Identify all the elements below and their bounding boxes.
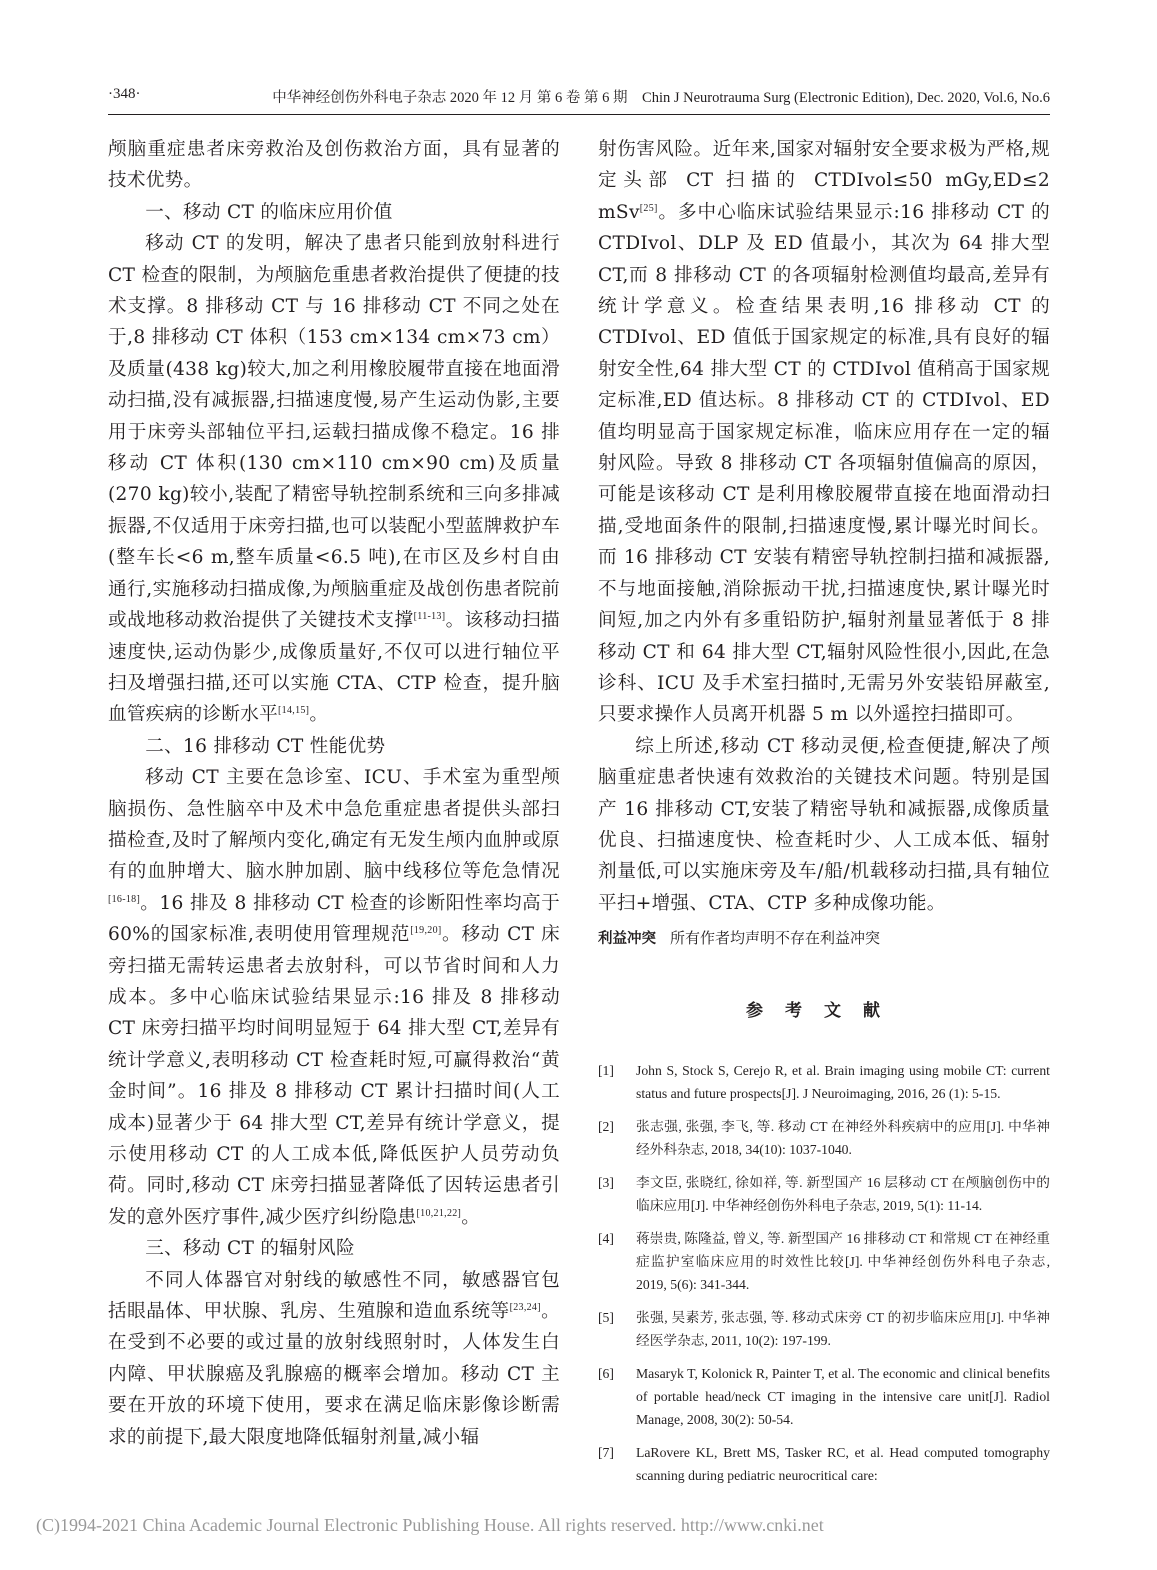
page-number: ·348·: [108, 86, 141, 102]
paragraph-performance: 移动 CT 主要在急诊室、ICU、手术室为重型颅脑损伤、急性脑卒中及术中急危重症患者提供头部扫描检查,及时了解颅内变化,确定有无发生颅内血肿或原有的血肿增大、脑水肿加剧、脑中线移位等危急情况[16-18]。16 排及 8 排移动 CT 检查的诊断阳性率均高于 60%的国家标准,表明使用管理规范[19,20]。移动 CT 床旁扫描无需转运患者去放射科，可以节省时间和人力成本。多中心临床试验结果显示:16 排及 8 排移动 CT 床旁扫描平均时间明显短于 64 排大型 CT,差异有统计学意义,表明移动 CT 检查耗时短,可赢得救治“黄金时间”。16 排及 8 排移动 CT 累计扫描时间(人工成本)显著少于 64 排大型 CT,差异有统计学意义，提示使用移动 CT 的人工成本低,降低医护人员劳动负荷。同时,移动 CT 床旁扫描显著降低了因转运患者引发的意外医疗事件,减少医疗纠纷隐患[10,21,22]。: [108, 767, 560, 1228]
paragraph-conclusion: 综上所述,移动 CT 移动灵便,检查便捷,解决了颅脑重症患者快速有效救治的关键技术问题。特别是国产 16 排移动 CT,安装了精密导轨和减振器,成像质量优良、扫描速度快、检查耗时少、人工成本低、辐射剂量低,可以实施床旁及车/船/机载移动扫描,具有轴位平扫+增强、CTA、CTP 多种成像功能。: [598, 735, 1050, 914]
coi-text: 所有作者均声明不存在利益冲突: [670, 929, 881, 948]
references-title: 参考文献: [746, 1001, 902, 1022]
right-column: [598, 134, 1050, 1497]
citation[interactable]: [14,15]: [278, 705, 310, 717]
reference-item: [2] 张志强, 张强, 李飞, 等. 移动 CT 在神经外科疾病中的应用[J]. 中华神经外科杂志, 2018, 34(10): 1037-1040.: [598, 1119, 1050, 1158]
reference-item: [5] 张强, 吴素芳, 张志强, 等. 移动式床旁 CT 的初步临床应用[J]. 中华神经医学杂志, 2011, 10(2): 197-199.: [598, 1310, 1050, 1349]
citation[interactable]: [19,20]: [410, 924, 442, 936]
section-heading-2: 二、16 排移动 CT 性能优势: [145, 735, 386, 757]
left-column: [108, 134, 560, 1453]
citation[interactable]: [25]: [639, 202, 658, 214]
citation[interactable]: [11-13]: [413, 610, 446, 622]
coi-label: 利益冲突: [598, 931, 656, 948]
paragraph-radiation: 不同人体器官对射线的敏感性不同，敏感器官包括眼晶体、甲状腺、乳房、生殖腺和造血系统等[23,24]。在受到不必要的或过量的放射线照射时，人体发生白内障、甲状腺癌及乳腺癌的概率会增加。移动 CT 主要在开放的环境下使用，要求在满足临床影像诊断需求的前提下,最大限度地降低辐射剂量,减小辐: [108, 1269, 560, 1448]
paragraph-clinical-value: 移动 CT 的发明，解决了患者只能到放射科进行 CT 检查的限制，为颅脑危重患者救治提供了便捷的技术支撑。8 排移动 CT 与 16 排移动 CT 不同之处在于,8 排移动 CT 体积（153 cm×134 cm×73 cm）及质量(438 kg)较大,加之利用橡胶履带直接在地面滑动扫描,没有减振器,扫描速度慢,易产生运动伪影,主要用于床旁头部轴位平扫,运载扫描成像不稳定。16 排移动 CT 体积(130 cm×110 cm×90 cm)及质量(270 kg)较小,装配了精密导轨控制系统和三向多排减振器,不仅适用于床旁扫描,也可以装配小型蓝牌救护车(整车长<6 m,整车质量<6.5 吨),在市区及乡村自由通行,实施移动扫描成像,为颅脑重症及战创伤患者院前或战地移动救治提供了关键技术支撑[11-13]。该移动扫描速度快,运动伪影少,成像质量好,不仅可以进行轴位平扫及增强扫描,还可以实施 CTA、CTP 检查，提升脑血管疾病的诊断水平[14,15]。: [108, 233, 560, 726]
citation[interactable]: [23,24]: [509, 1301, 541, 1313]
reference-item: [6] Masaryk T, Kolonick R, Painter T, et al. The economic and clinical benefits of portable head/neck CT imaging in the intensive care unit[J]. Radiol Manage, 2008, 30(2): 50-54.: [598, 1366, 1050, 1428]
journal-citation: 中华神经创伤外科电子杂志 2020 年 12 月 第 6 卷 第 6 期 Chin J Neurotrauma Surg (Electronic Edition), Dec. 2020, Vol.6, No.6: [272, 90, 1050, 106]
section-heading-3: 三、移动 CT 的辐射风险: [145, 1238, 355, 1260]
citation[interactable]: [10,21,22]: [416, 1207, 462, 1219]
reference-item: [4] 蒋崇贵, 陈隆益, 曾义, 等. 新型国产 16 排移动 CT 和常规 CT 在神经重症监护室临床应用的时效性比较[J]. 中华神经创伤外科电子杂志, 2019, 5(6): 341-344.: [598, 1231, 1050, 1293]
header-rule: [108, 114, 1050, 115]
conflict-of-interest: [598, 925, 1050, 952]
paragraph-continued: 颅脑重症患者床旁救治及创伤救治方面，具有显著的技术优势。: [108, 139, 560, 192]
reference-list: [598, 1059, 1050, 1487]
running-header: [108, 86, 1050, 110]
copyright-footer: (C)1994-2021 China Academic Journal Electronic Publishing House. All rights reserved. http://www.cnki.net: [36, 1515, 824, 1535]
reference-item: [7] LaRovere KL, Brett MS, Tasker RC, et al. Head computed tomography scanning during pediatric neurocritical care:: [598, 1445, 1050, 1484]
paragraph-radiation-continued: 射伤害风险。近年来,国家对辐射安全要求极为严格,规定头部 CT 扫描的 CTDIvol≤50 mGy,ED≤2 mSv[25]。多中心临床试验结果显示:16 排移动 CT 的 CTDIvol、DLP 及 ED 值最小，其次为 64 排大型 CT,而 8 排移动 CT 的各项辐射检测值均最高,差异有统计学意义。检查结果表明,16 排移动 CT 的 CTDIvol、ED 值低于国家规定的标准,具有良好的辐射安全性,64 排大型 CT 的 CTDIvol 值稍高于国家规定标准,ED 值达标。8 排移动 CT 的 CTDIvol、ED 值均明显高于国家规定标准，临床应用存在一定的辐射风险。导致 8 排移动 CT 各项辐射值偏高的原因，可能是该移动 CT 是利用橡胶履带直接在地面滑动扫描,受地面条件的限制,扫描速度慢,累计曝光时间长。而 16 排移动 CT 安装有精密导轨控制扫描和减振器,不与地面接触,消除振动干扰,扫描速度快,累计曝光时间短,加之内外有多重铅防护,辐射剂量显著低于 8 排移动 CT 和 64 排大型 CT,辐射风险性很小,因此,在急诊科、ICU 及手术室扫描时,无需另外安装铅屏蔽室,只要求操作人员离开机器 5 m 以外遥控扫描即可。: [598, 139, 1050, 726]
reference-item: [1] John S, Stock S, Cerejo R, et al. Brain imaging using mobile CT: current status and future prospects[J]. J Neuroimaging, 2016, 26 (1): 5-15.: [598, 1063, 1050, 1102]
reference-item: [3] 李文臣, 张晓红, 徐如祥, 等. 新型国产 16 层移动 CT 在颅脑创伤中的临床应用[J]. 中华神经创伤外科电子杂志, 2019, 5(1): 11-14.: [598, 1175, 1050, 1214]
citation[interactable]: [16-18]: [108, 893, 141, 905]
section-heading-1: 一、移动 CT 的临床应用价值: [145, 201, 393, 223]
